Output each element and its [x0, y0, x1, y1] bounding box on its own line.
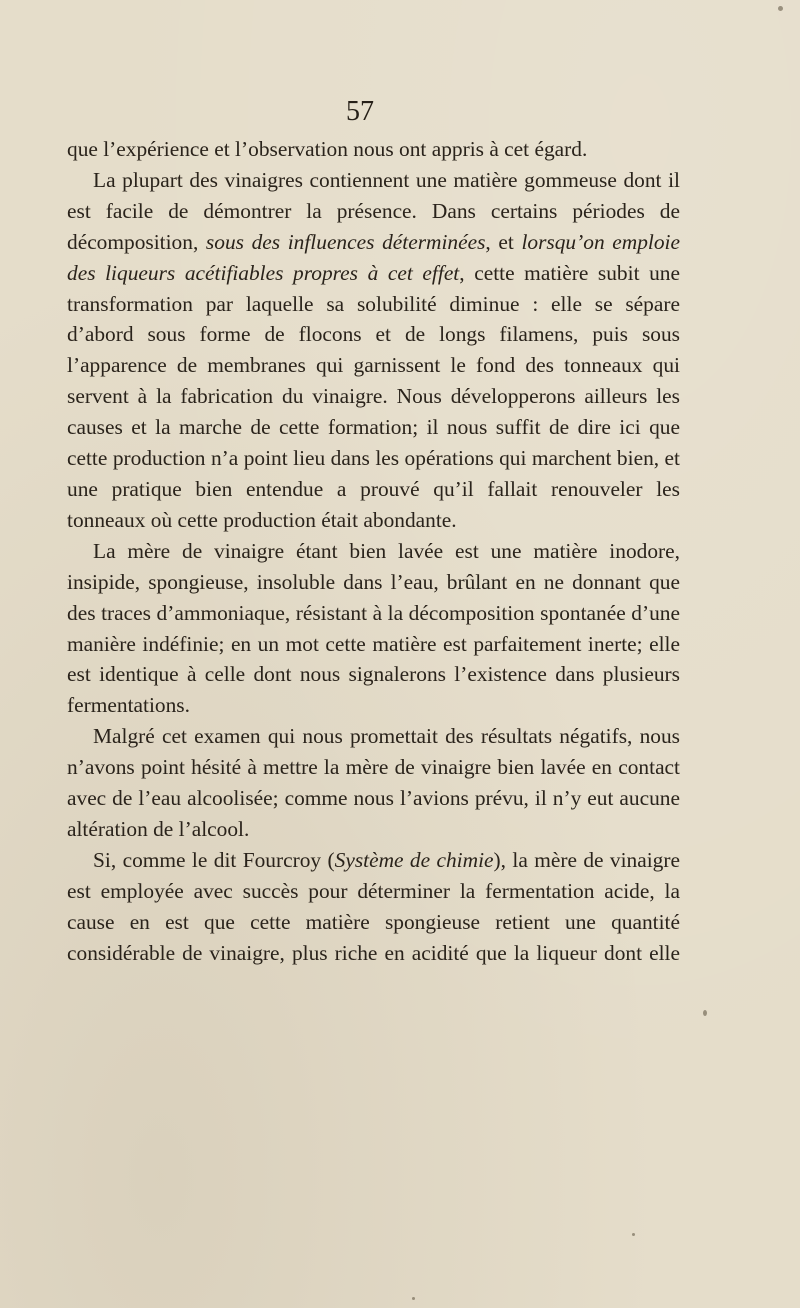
- paragraph: [67, 845, 680, 969]
- paragraph: [67, 721, 680, 845]
- paper-spot: [703, 1010, 707, 1016]
- page-number: 57: [346, 96, 374, 127]
- paper-spot: [412, 1297, 415, 1300]
- paragraph-text: que l’expérience et l’observation nous ont appris à cet égard.: [67, 137, 588, 161]
- italic-phrase: lorsqu’on emploie des liqueurs acétifiables propres à cet effet: [67, 229, 680, 285]
- italic-phrase: Système de chimie: [334, 847, 494, 872]
- body-text: [67, 134, 680, 968]
- paper-spot: [632, 1233, 635, 1236]
- paragraph: [67, 536, 680, 721]
- paper-spot: [778, 6, 783, 11]
- paragraph: [67, 165, 680, 536]
- paragraph-text: La plupart des vinaigres contiennent une matière gommeuse dont il est facile de démontrer la présence. Dans certains périodes de décomposition,: [67, 167, 680, 254]
- paragraph-text: , et: [485, 229, 522, 254]
- paragraph-text: , cette matière subit une transformation par laquelle sa solubilité diminue : elle se sépare d’abord sous forme de flocons et de longs filamens, puis sous l’apparence de membranes qui garnissent le fond des tonneaux qui servent à la fabrication du vinaigre. Nous développerons ailleurs les causes et la marche de cette formation; il nous suffit de dire ici que cette production n’a point lieu dans les opérations qui marchent bien, et une pratique bien entendue a prouvé qu’il fallait renouveler les tonneaux où cette production était abondante.: [67, 260, 681, 532]
- paragraph-continuation: [67, 134, 680, 165]
- paragraph-text: Malgré cet examen qui nous promettait des résultats négatifs, nous n’avons point hésité à mettre la mère de vinaigre bien lavée en contact avec de l’eau alcoolisée; comme nous l’avions prévu, il n’y eut aucune altération de l’alcool.: [67, 724, 680, 841]
- paragraph-text: Si, comme le dit Fourcroy (: [93, 847, 335, 872]
- italic-phrase: sous des influences déterminées: [205, 229, 486, 254]
- paragraph-text: La mère de vinaigre étant bien lavée est une matière inodore, insipide, spongieuse, insoluble dans l’eau, brûlant en ne donnant que des traces d’ammoniaque, résistant à la décomposition spontanée d’une manière indéfinie; en un mot cette matière est parfaitement inerte; elle est identique à celle dont nous signalerons l’existence dans plusieurs fermentations.: [67, 538, 680, 718]
- paragraph-text: ), la mère de vinaigre est employée avec succès pour déterminer la fermentation acide, la cause en est que cette matière spongieuse retient une quantité considérable de vinaigre, plus riche en acidité que la liqueur dont elle: [67, 847, 680, 965]
